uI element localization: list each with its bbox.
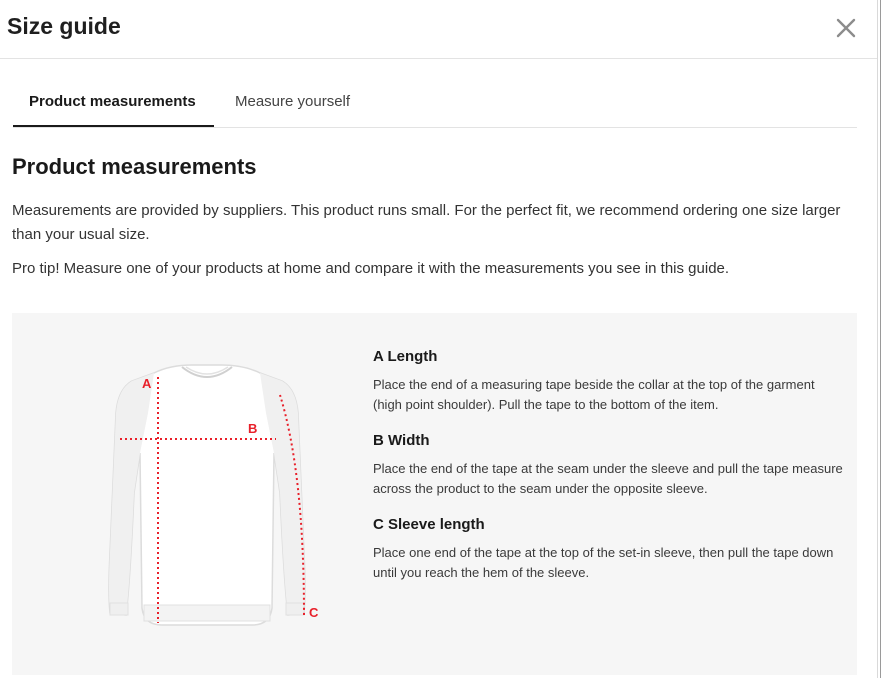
measurement-description: Place the end of the tape at the seam under the sleeve and pull the tape measure across the product to the seam under the opposite sleeve. [373,461,843,496]
measurement-title: C Sleeve length [373,516,485,533]
dialog-title: Size guide [7,13,121,39]
measurement-description: Place the end of a measuring tape beside the collar at the top of the garment (high point shoulder). Pull the tape to the bottom of the item. [373,377,815,412]
measurement-width [373,429,843,499]
measurement-title: B Width [373,432,430,449]
sweatshirt-icon [82,353,332,643]
dialog-header [0,0,877,59]
measurement-panel [12,313,857,675]
page-scrollbar-edge [878,0,882,678]
scrollbar-line [880,0,881,678]
close-icon [832,14,860,42]
section-heading: Product measurements [12,154,257,179]
measurement-description: Place one end of the tape at the top of the set-in sleeve, then pull the tape down until you reach the hem of the sleeve. [373,545,834,580]
tab-product-measurements[interactable]: Product measurements [13,77,214,127]
close-button[interactable] [832,14,860,42]
pro-tip-text: Pro tip! Measure one of your products at home and compare it with the measurements you see in this guide. [12,260,730,277]
measurement-list [373,345,843,597]
tab-bar [13,77,857,128]
guide-label-c: C [309,605,319,620]
guide-label-b: B [248,421,258,436]
measurement-length [373,345,843,415]
guide-label-a: A [142,376,152,391]
measurement-title: A Length [373,348,438,365]
intro-text: Measurements are provided by suppliers. This product runs small. For the perfect fit, we recommend ordering one size larger than your usual size. [12,202,841,243]
measurement-sleeve-length [373,513,843,583]
tab-measure-yourself[interactable]: Measure yourself [235,93,351,110]
